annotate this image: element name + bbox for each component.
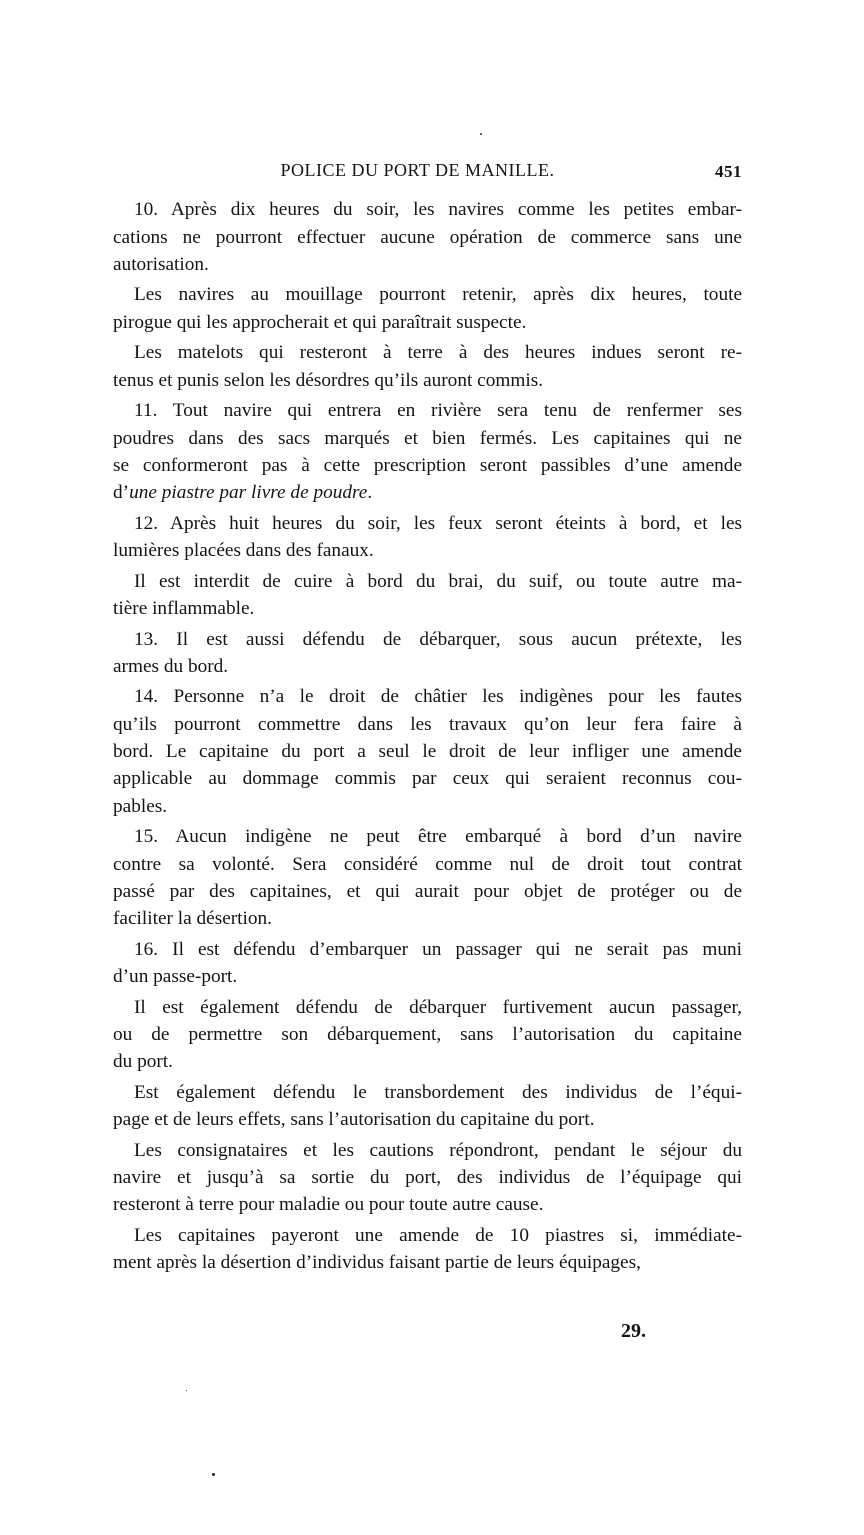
text-line: bord. Le capitaine du port a seul le droit de leur infliger une amende — [113, 741, 742, 763]
text-line: pables. — [113, 795, 168, 817]
text-line: page et de leurs effets, sans l’autorisation du capitaine du port. — [113, 1109, 595, 1131]
paragraph — [113, 1222, 742, 1277]
body-text — [113, 193, 742, 1276]
text-segment: d’ — [113, 482, 130, 504]
running-header — [113, 160, 742, 186]
text-segment: . — [367, 482, 373, 504]
text-line: Est également défendu le transbordement des individus de l’équi- — [134, 1081, 742, 1103]
text-line: poudres dans des sacs marqués et bien fermés. Les capitaines qui ne — [113, 427, 742, 449]
text-line: 15. Aucun indigène ne peut être embarqué à bord d’un navire — [134, 826, 742, 848]
text-line: armes du bord. — [113, 655, 229, 677]
scan-speck — [186, 1390, 187, 1391]
paragraph — [113, 397, 742, 506]
paragraph — [113, 626, 742, 681]
text-line: Les capitaines payeront une amende de 10 piastres si, immédiate- — [134, 1224, 742, 1246]
text-line: 16. Il est défendu d’embarquer un passager qui ne serait pas muni — [134, 938, 742, 960]
paragraph — [113, 339, 742, 394]
text-line: 11. Tout navire qui entrera en rivière sera tenu de renfermer ses — [134, 400, 742, 422]
paragraph — [113, 994, 742, 1076]
text-line: contre sa volonté. Sera considéré comme nul de droit tout contrat — [113, 853, 742, 875]
running-title: POLICE DU PORT DE MANILLE. — [280, 160, 555, 180]
text-line: faciliter la désertion. — [113, 908, 272, 930]
text-line: autorisation. — [113, 253, 209, 275]
text-line: cations ne pourront effectuer aucune opération de commerce sans une — [113, 226, 742, 248]
text-line: 13. Il est aussi défendu de débarquer, sous aucun prétexte, les — [134, 628, 742, 650]
paragraph — [113, 510, 742, 565]
scan-speck — [480, 133, 482, 135]
scan-speck — [212, 1473, 215, 1476]
paragraph — [113, 568, 742, 623]
text-line: 10. Après dix heures du soir, les navires comme les petites embar- — [134, 199, 742, 221]
paragraph — [113, 823, 742, 932]
text-line: lumières placées dans des fanaux. — [113, 540, 374, 562]
paragraph — [113, 196, 742, 278]
text-line: Les matelots qui resteront à terre à des heures indues seront re- — [134, 342, 742, 364]
text-line: Il est interdit de cuire à bord du brai, du suif, ou toute autre ma- — [134, 570, 742, 592]
paragraph — [113, 281, 742, 336]
text-line: se conformeront pas à cette prescription seront passibles d’une amende — [113, 454, 742, 476]
text-line: Les navires au mouillage pourront retenir, après dix heures, toute — [134, 284, 742, 306]
text-line: resteront à terre pour maladie ou pour toute autre cause. — [113, 1194, 544, 1216]
text-line: tière inflammable. — [113, 597, 255, 619]
text-line: Il est également défendu de débarquer furtivement aucun passager, — [134, 996, 742, 1018]
signature-mark: 29. — [621, 1320, 646, 1342]
text-line: tenus et punis selon les désordres qu’ils auront commis. — [113, 369, 544, 391]
text-line: 14. Personne n’a le droit de châtier les indigènes pour les fautes — [134, 686, 742, 708]
text-line: d’un passe-port. — [113, 965, 238, 987]
text-line — [113, 479, 742, 506]
italic-text: une piastre par livre de poudre — [129, 482, 368, 504]
text-line: Les consignataires et les cautions répondront, pendant le séjour du — [134, 1139, 742, 1161]
text-line: du port. — [113, 1051, 173, 1073]
text-line: passé par des capitaines, et qui aurait pour objet de protéger ou de — [113, 880, 742, 902]
page-number: 451 — [715, 162, 742, 181]
text-line: 12. Après huit heures du soir, les feux seront éteints à bord, et les — [134, 512, 742, 534]
text-line: ou de permettre son débarquement, sans l’autorisation du capitaine — [113, 1023, 742, 1045]
text-line: pirogue qui les approcherait et qui paraîtrait suspecte. — [113, 311, 527, 333]
text-line: qu’ils pourront commettre dans les travaux qu’on leur fera faire à — [113, 713, 742, 735]
text-line: ment après la désertion d’individus faisant partie de leurs équipages, — [113, 1252, 641, 1274]
text-line: navire et jusqu’à sa sortie du port, des individus de l’équipage qui — [113, 1166, 742, 1188]
paragraph — [113, 1079, 742, 1134]
paragraph — [113, 936, 742, 991]
paragraph — [113, 683, 742, 819]
paragraph — [113, 1137, 742, 1219]
text-line: applicable au dommage commis par ceux qui seraient reconnus cou- — [113, 768, 742, 790]
